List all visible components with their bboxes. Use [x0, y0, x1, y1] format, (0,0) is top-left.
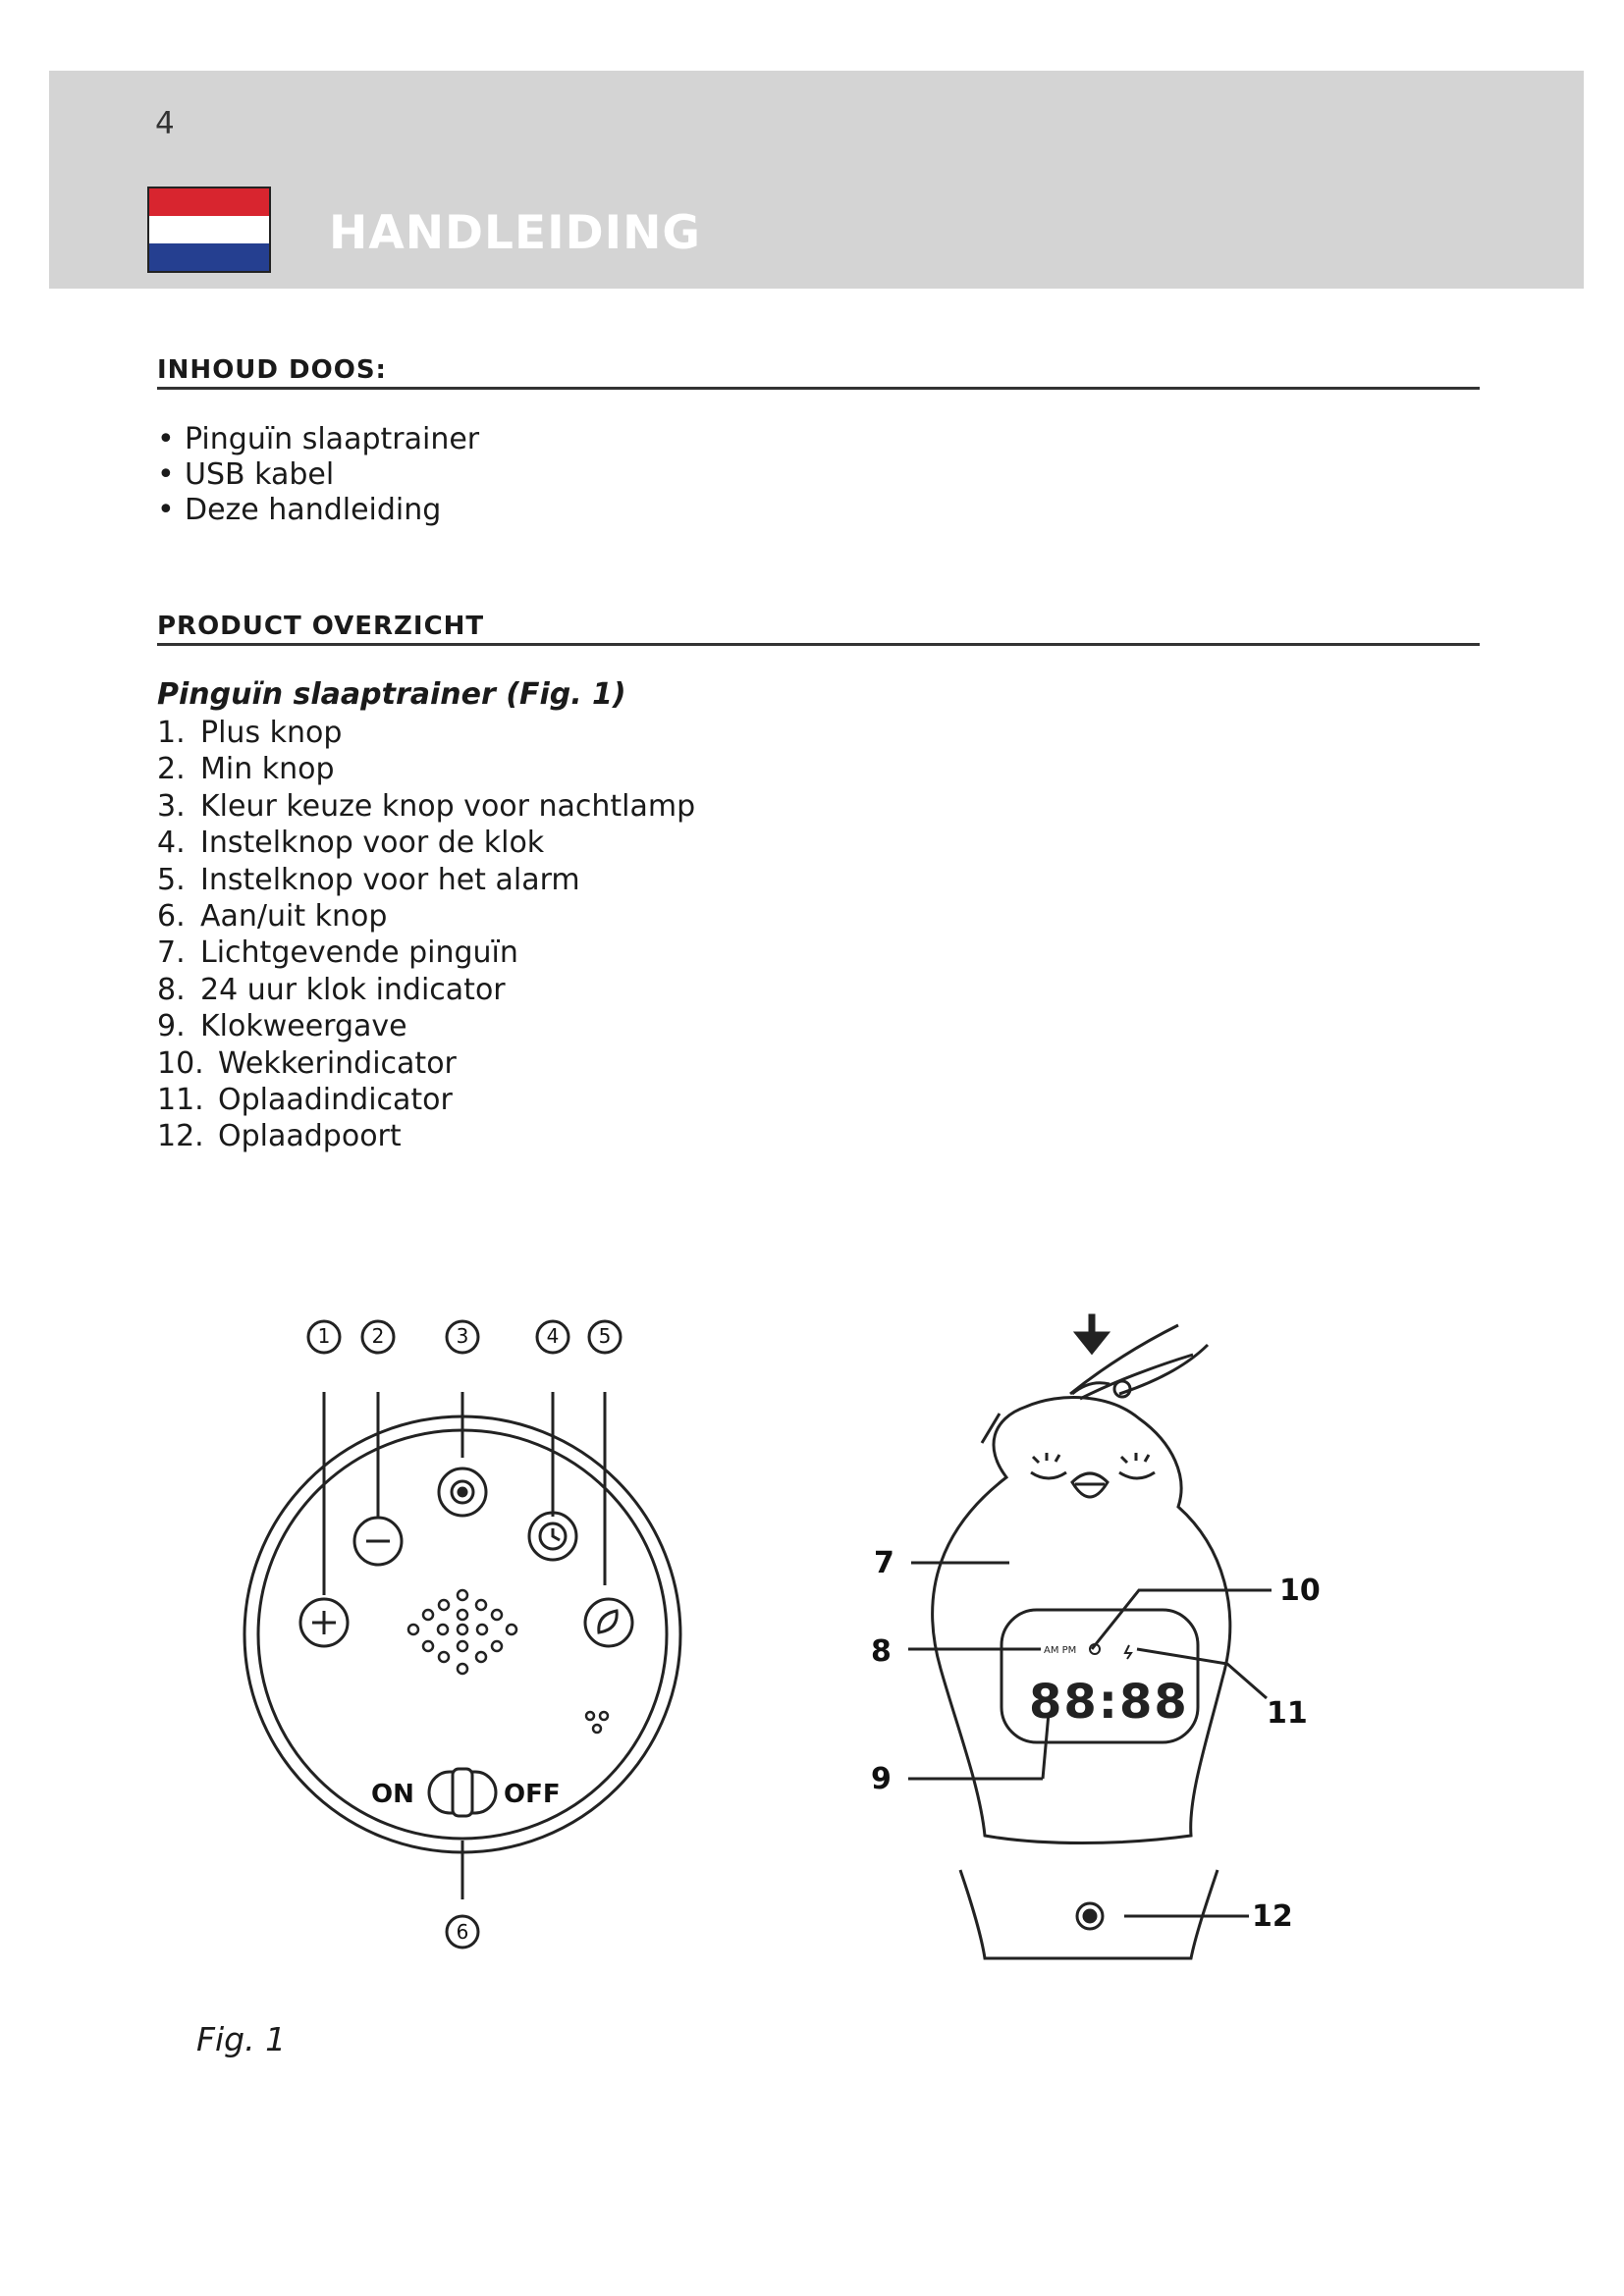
list-item: 11. Oplaadindicator	[157, 1083, 453, 1118]
product-subtitle: Pinguïn slaaptrainer (Fig. 1)	[157, 677, 626, 712]
plus-button[interactable]	[300, 1599, 348, 1646]
figure-caption: Fig. 1	[196, 2020, 287, 2058]
page-number: 4	[155, 106, 175, 141]
clock-digits: 88:88	[1029, 1675, 1189, 1730]
dutch-flag-icon	[147, 187, 271, 273]
parts-list	[157, 715, 695, 1155]
list-item: 4. Instelknop voor de klok	[157, 826, 545, 861]
list-item: 8. 24 uur klok indicator	[157, 972, 506, 1007]
alarm-button[interactable]	[585, 1599, 632, 1646]
callout-7-label: 7	[874, 1546, 894, 1580]
list-item: • Deze handleiding	[155, 493, 479, 528]
list-item: • Pinguïn slaaptrainer	[155, 422, 479, 457]
am-pm-indicator: AM PM	[1044, 1645, 1077, 1656]
penguin-figure	[908, 1315, 1272, 1958]
callout-4-label: 4	[546, 1324, 560, 1348]
callout-2-label: 2	[371, 1324, 385, 1348]
page-title: HANDLEIDING	[329, 206, 702, 260]
callout-3-label: 3	[456, 1324, 469, 1348]
minus-button[interactable]	[354, 1518, 402, 1565]
box-contents-heading: INHOUD DOOS:	[157, 355, 1480, 390]
switch-off-label: OFF	[504, 1780, 561, 1809]
list-item: 5. Instelknop voor het alarm	[157, 862, 580, 897]
callout-8-label: 8	[871, 1634, 892, 1669]
header-bar	[49, 71, 1584, 289]
list-item: 12. Oplaadpoort	[157, 1119, 402, 1154]
power-switch[interactable]	[429, 1769, 496, 1816]
callout-6-label: 6	[456, 1920, 469, 1944]
callout-12-label: 12	[1252, 1899, 1293, 1934]
speaker-holes	[408, 1590, 608, 1733]
color-button[interactable]	[439, 1468, 486, 1516]
callout-5-label: 5	[598, 1324, 612, 1348]
charging-indicator-icon	[1125, 1645, 1131, 1659]
list-item: 10. Wekkerindicator	[157, 1045, 457, 1081]
clock-button[interactable]	[529, 1513, 576, 1560]
product-overview-heading: PRODUCT OVERZICHT	[157, 612, 1480, 646]
list-item: 7. Lichtgevende pinguïn	[157, 935, 518, 971]
callout-10-label: 10	[1279, 1574, 1321, 1608]
list-item: • USB kabel	[155, 457, 479, 493]
list-item: 3. Kleur keuze knop voor nachtlamp	[157, 788, 696, 824]
callout-11-label: 11	[1267, 1696, 1308, 1731]
list-item: 1. Plus knop	[157, 716, 343, 750]
product-diagram	[0, 1256, 1624, 2002]
box-contents-list	[155, 422, 479, 528]
callout-1-label: 1	[317, 1324, 331, 1348]
list-item: 2. Min knop	[157, 752, 335, 787]
callout-9-label: 9	[871, 1762, 892, 1796]
list-item: 9. Klokweergave	[157, 1009, 407, 1044]
list-item: 6. Aan/uit knop	[157, 899, 388, 934]
switch-on-label: ON	[371, 1780, 414, 1809]
arrow-down-icon	[1076, 1315, 1108, 1353]
